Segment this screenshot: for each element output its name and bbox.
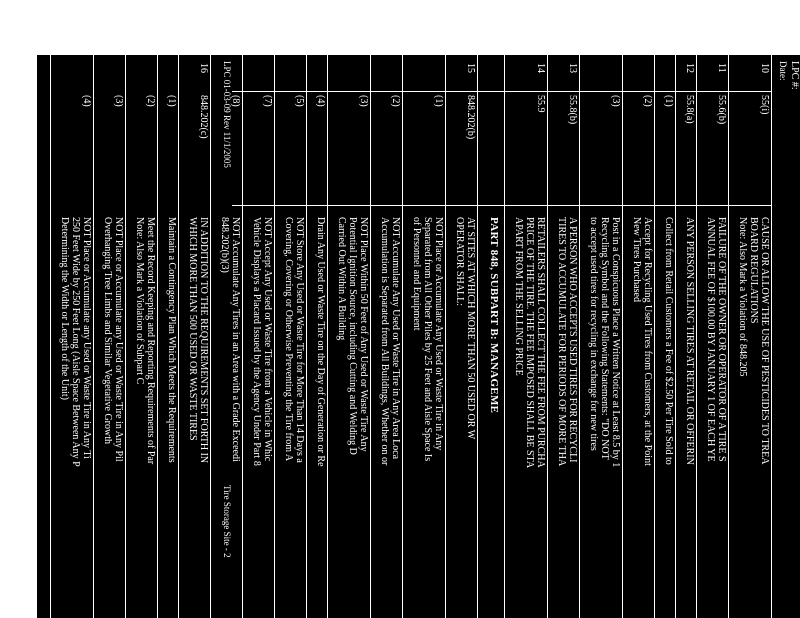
violation-text bbox=[336, 217, 369, 618]
violation-text-line: APART FROM THE SELLING PRICE bbox=[513, 217, 524, 376]
violation-text bbox=[684, 217, 695, 618]
violation-text bbox=[283, 217, 305, 618]
violation-row bbox=[402, 55, 446, 618]
violation-row bbox=[274, 55, 307, 618]
violation-text-line: Covering, Covering or Otherwise Preventing the Tire from A bbox=[283, 217, 294, 462]
section-reference: (1) bbox=[166, 95, 177, 107]
violation-text-line: AT SITES AT WHICH MORE THAN 50 USED OR W bbox=[465, 217, 476, 440]
violation-text-line: NOT Place or Accumulate any Used or Waste Tire in Any Pil bbox=[113, 217, 124, 462]
violation-row bbox=[728, 55, 772, 618]
violation-text bbox=[737, 217, 770, 618]
violation-text bbox=[705, 217, 727, 618]
item-number: 13 bbox=[567, 63, 578, 73]
violation-text bbox=[488, 217, 499, 618]
page-label: Tire Storage Site - 2 bbox=[222, 485, 232, 558]
section-reference: (4) bbox=[81, 95, 92, 107]
section-reference: (4) bbox=[315, 95, 326, 107]
violation-text-line: 848.202(b)(3) bbox=[219, 217, 230, 273]
violation-text bbox=[411, 217, 444, 618]
date-label: Date: bbox=[778, 61, 788, 81]
violation-text-line: ANNUAL FEE OF $100.00 BY JANUARY 1 OF EACH YE bbox=[705, 217, 716, 462]
revision-label: LPC 01-03-09 Rev 11/1/2005 bbox=[222, 61, 232, 168]
violation-text-line: Carried Out Within A Building bbox=[336, 217, 347, 341]
section-reference: 55.6(b) bbox=[716, 95, 727, 125]
violation-text-line: A PERSON WHO ACCEPTS USED TIRES FOR RECYCLI bbox=[567, 217, 578, 463]
violation-text-line: Post in a Conspicuous Place a Written Notice at Least 8.5 by 1 bbox=[610, 217, 621, 468]
violation-text-line: IN ADDITION TO THE REQUIREMENTS SET FORTH IN bbox=[198, 217, 209, 464]
violation-text-line: to accept used tires for recycling in exchange for new tires bbox=[588, 217, 599, 451]
violation-text-line: CAUSE OR ALLOW THE USE OF PESTICIDES TO TREA bbox=[759, 217, 770, 465]
section-reference: (3) bbox=[113, 95, 124, 107]
violation-text-line: Note: Also Mark a Violation of 848.205 bbox=[737, 217, 748, 377]
violation-row bbox=[504, 55, 548, 618]
violation-text-line: NOT Accumulate Any Tires in an Area with a Grade Exceedi bbox=[230, 217, 241, 462]
violation-row bbox=[370, 55, 403, 618]
violation-text bbox=[513, 217, 546, 618]
violation-text-line: 250 Feet Wide by 250 Feet Long (Aisle Space Between Any P bbox=[70, 217, 81, 467]
violation-text-line: Recycling Symbol and the Following Statements: "DO NOT bbox=[599, 217, 610, 460]
violation-text-line: PART 848, SUBPART B: MANAGEME bbox=[488, 217, 500, 414]
section-reference: (3) bbox=[610, 95, 621, 107]
section-reference: (7) bbox=[262, 95, 273, 107]
violation-text-line: Separated from All Other Piles by 25 Feet and Aisle Space Is bbox=[422, 217, 433, 462]
form-header bbox=[771, 55, 800, 618]
violation-row bbox=[622, 55, 655, 618]
rotated-form bbox=[37, 55, 800, 618]
section-reference: (5) bbox=[294, 95, 305, 107]
item-number: 15 bbox=[465, 63, 476, 73]
violation-text bbox=[454, 217, 476, 618]
violation-text-line: OPERATOR SHALL: bbox=[454, 217, 465, 306]
violation-text-line: Note: Also Mark a Violation of Subpart C bbox=[134, 217, 145, 385]
violation-text-line: NOT Place Within 50 Feet of Any Used or Waste Tire Any bbox=[358, 217, 369, 452]
violation-text-line: Potential Ignition Source, including Cutting and Welding D bbox=[347, 217, 358, 455]
section-reference: 848.202(c) bbox=[198, 95, 209, 139]
violation-text-line: NOT Place or Accumulate any Used or Waste Tire in Any Ti bbox=[81, 217, 92, 459]
violation-row bbox=[327, 55, 371, 618]
violation-row bbox=[306, 55, 328, 618]
violation-text-line: Determining the Width or Length of the Unit) bbox=[59, 217, 70, 400]
section-reference: 55.9 bbox=[535, 95, 546, 113]
violation-row bbox=[675, 55, 697, 618]
section-reference: (2) bbox=[390, 95, 401, 107]
violation-text-line: ANY PERSON SELLING TIRES AT RETAIL OR OFFERIN bbox=[684, 217, 695, 465]
lpc-number-label: LPC #: bbox=[789, 61, 800, 90]
section-reference: 848.202(b) bbox=[465, 95, 476, 140]
form-footer bbox=[37, 55, 232, 618]
item-number: 14 bbox=[535, 63, 546, 73]
section-reference: 55.8(b) bbox=[567, 95, 578, 125]
scanned-page bbox=[37, 55, 800, 618]
section-reference: (2) bbox=[145, 95, 156, 107]
item-number: 11 bbox=[716, 63, 727, 73]
violation-text-line: Collect from Retail Customers a Fee of $2.50 Per Tire Sold to bbox=[663, 217, 674, 465]
violation-text bbox=[315, 217, 326, 618]
violation-row bbox=[547, 55, 580, 618]
section-reference: 55.8(a) bbox=[684, 95, 695, 124]
violation-text-line: Accept for Recycling Used Tires from Customers, at the Point bbox=[642, 217, 653, 466]
violation-row bbox=[445, 55, 478, 618]
violation-text-line: Meet the Record Keeping and Reporting Requirements of Par bbox=[145, 217, 156, 465]
violation-text-line: FAILURE OF THE OWNER OR OPERATOR OF A TIRE S bbox=[716, 217, 727, 462]
violation-text-line: of Personnel and Equipment bbox=[411, 217, 422, 331]
section-reference: 55(i) bbox=[759, 95, 770, 115]
section-reference: (8) bbox=[230, 95, 241, 107]
violation-text-line: NOT Accumulate Any Used or Waste Tire in Any Area Loca bbox=[390, 217, 401, 460]
violation-row bbox=[696, 55, 729, 618]
section-reference: (1) bbox=[433, 95, 444, 107]
violation-text-line: BOARD REGULATIONS bbox=[748, 217, 759, 324]
violation-text-line: Drain Any Used or Waste Tire on the Day of Generation or Re bbox=[315, 217, 326, 467]
violation-text bbox=[663, 217, 674, 618]
violation-text bbox=[379, 217, 401, 618]
violation-text-line: PRICE OF THE TIRE. THE FEE IMPOSED SHALL BE STA bbox=[524, 217, 535, 469]
violation-text bbox=[251, 217, 273, 618]
violation-text bbox=[556, 217, 578, 618]
violation-row bbox=[242, 55, 275, 618]
violation-text-line: NOT Accept Any Used or Waste Tire from a Vehicle in Whic bbox=[262, 217, 273, 462]
violation-row bbox=[579, 55, 623, 618]
section-heading-row bbox=[477, 55, 505, 618]
item-number: 16 bbox=[198, 63, 209, 73]
violation-text-line: NOT Store Any Used or Waste Tire for More Than 14 Days a bbox=[294, 217, 305, 463]
violation-text-line: Vehicle Displays a Placard Issued by the Agency Under Part 8 bbox=[251, 217, 262, 466]
violation-text-line: TIRES TO ACCUMULATE FOR PERIODS OF MORE THA bbox=[556, 217, 567, 467]
item-number: 12 bbox=[684, 63, 695, 73]
violation-text-line: New Tires Purchased bbox=[631, 217, 642, 302]
violation-text-line: Accumulation is Separated from All Buildings, Whether on or bbox=[379, 217, 390, 466]
violation-text bbox=[631, 217, 653, 618]
violation-text-line: Overhanging Tree Limbs and Similar Vegetative Growth bbox=[102, 217, 113, 445]
violation-text-line: Maintain a Contingency Plan Which Meets the Requirements bbox=[166, 217, 177, 463]
violation-text-line: NOT Place or Accumulate Any Used or Waste Tire in Any bbox=[433, 217, 444, 451]
violation-row bbox=[654, 55, 676, 618]
section-reference: (2) bbox=[642, 95, 653, 107]
violation-text-line: WHICH MORE THAN 500 USED OR WASTE TIRES bbox=[187, 217, 198, 441]
section-reference: (1) bbox=[663, 95, 674, 107]
violation-text-line: RETAILERS SHALL COLLECT THE FEE FROM PURCHA bbox=[535, 217, 546, 468]
item-number: 10 bbox=[759, 63, 770, 73]
section-reference: (3) bbox=[358, 95, 369, 107]
violation-text bbox=[588, 217, 621, 618]
